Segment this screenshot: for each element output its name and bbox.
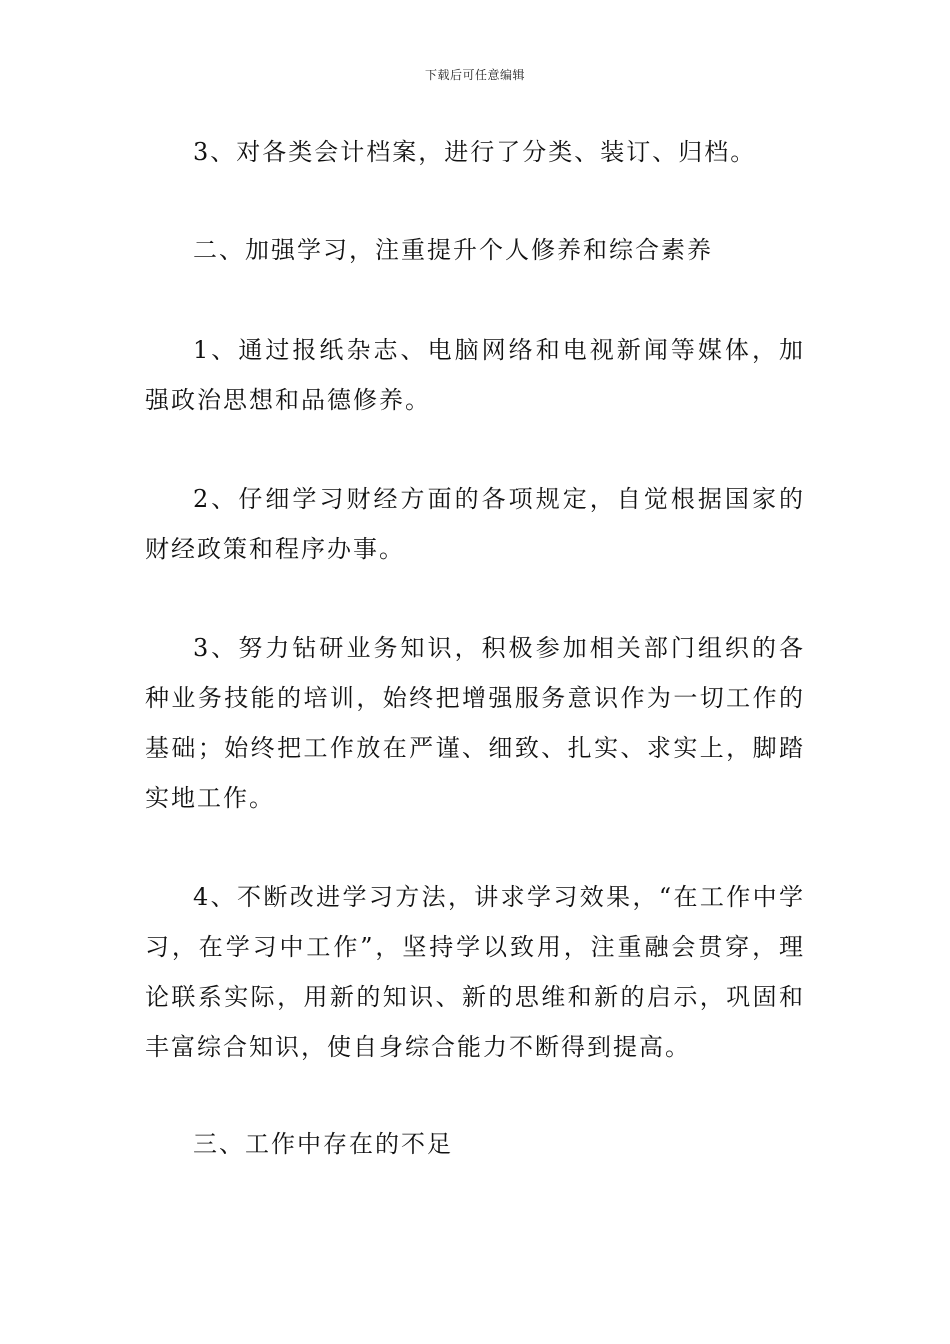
paragraph-archives: 3、对各类会计档案，进行了分类、装订、归档。 xyxy=(193,138,757,166)
paragraph-learning-methods: 4、不断改进学习方法，讲求学习效果，“在工作中学习，在学习中工作”，坚持学以致用，注重融会贯穿，理论联系实际，用新的知识、新的思维和新的启示，巩固和丰富综合知识，使自身综合能力不断得到提高。 xyxy=(145,883,805,1061)
paragraph-media-study: 1、通过报纸杂志、电脑网络和电视新闻等媒体，加强政治思想和品德修养。 xyxy=(145,336,805,414)
page-header-note: 下载后可任意编辑 xyxy=(424,68,525,82)
paragraph-finance-rules: 2、仔细学习财经方面的各项规定，自觉根据国家的财经政策和程序办事。 xyxy=(145,485,805,563)
section-heading-shortcomings: 三、工作中存在的不足 xyxy=(193,1130,453,1158)
section-heading-study: 二、加强学习，注重提升个人修养和综合素养 xyxy=(193,236,713,264)
paragraph-business-skills: 3、努力钻研业务知识，积极参加相关部门组织的各种业务技能的培训，始终把增强服务意识作为一切工作的基础；始终把工作放在严谨、细致、扎实、求实上，脚踏实地工作。 xyxy=(145,634,805,812)
